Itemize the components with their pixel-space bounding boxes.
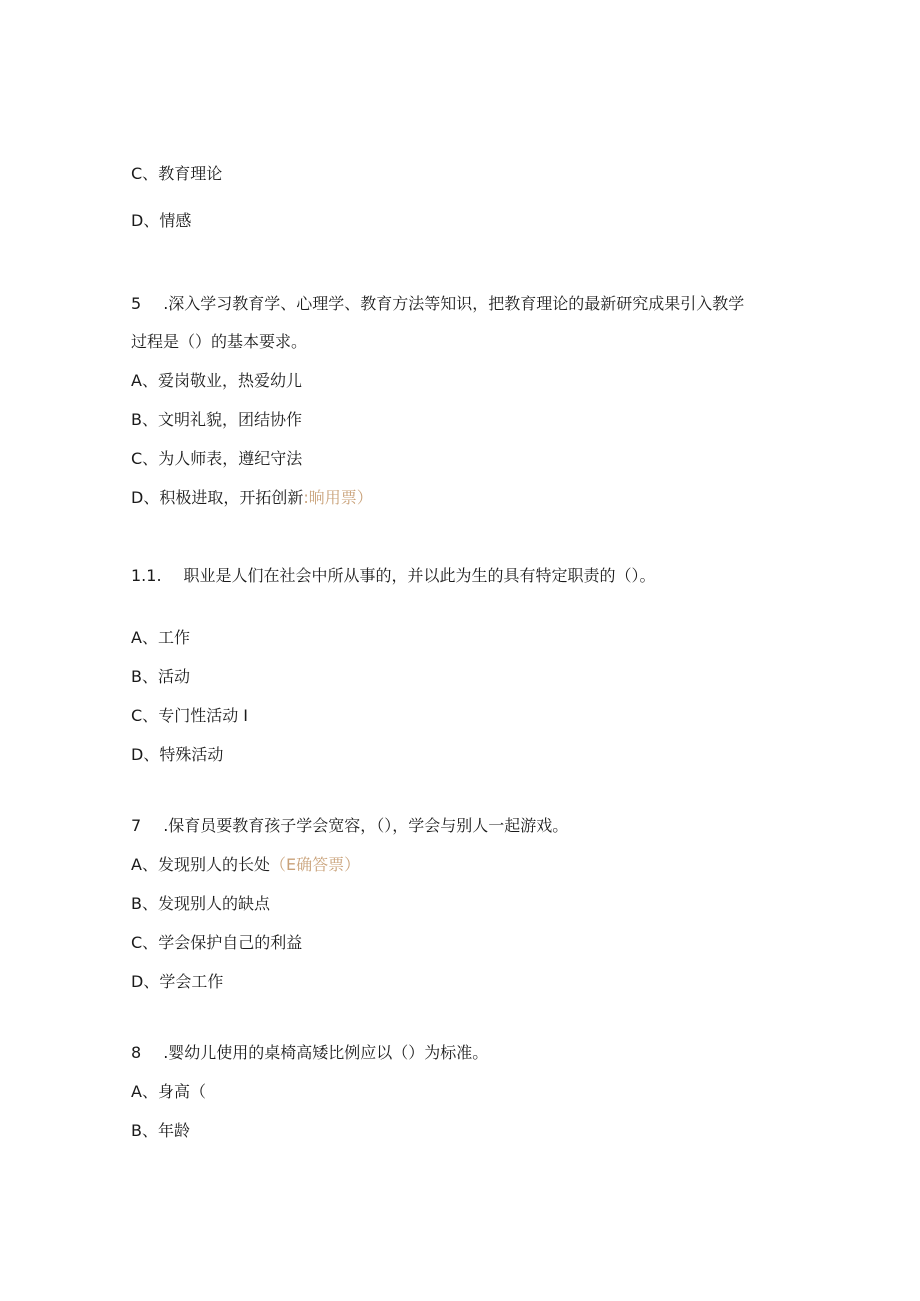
option-label: A、 <box>131 1082 158 1101</box>
option-label: C、 <box>131 164 159 183</box>
option-b <box>131 666 190 688</box>
option-label: B、 <box>131 894 158 913</box>
option-d <box>131 487 373 509</box>
option-label: D、 <box>131 488 160 507</box>
question-number: 7 <box>131 816 142 835</box>
option-d <box>131 971 223 993</box>
option-label: D、 <box>131 972 160 991</box>
option-label: D、 <box>131 211 160 230</box>
option-c <box>131 448 302 470</box>
option-text: 身高（ <box>157 1082 206 1101</box>
question-text: 婴幼儿使用的桌椅高矮比例应以（）为标准。 <box>168 1043 489 1062</box>
question-7 <box>131 815 568 837</box>
option-a <box>131 1081 206 1103</box>
option-text: 爱岗敬业，热爱幼儿 <box>157 371 302 390</box>
question-text: 过程是（）的基本要求。 <box>131 332 308 351</box>
option-label: D、 <box>131 745 160 764</box>
option-text: 学会保护自己的利益 <box>158 933 303 952</box>
option-text: 发现别人的长处 <box>157 855 270 874</box>
option-b <box>131 409 302 431</box>
option-text: 工作 <box>157 628 190 647</box>
option-text: 为人师表，遵纪守法 <box>158 449 303 468</box>
option-label: B、 <box>131 667 158 686</box>
answer-note: :晌用票） <box>303 488 373 507</box>
option-text: 年龄 <box>157 1121 190 1140</box>
option-label: A、 <box>131 855 158 874</box>
option-c <box>131 705 248 727</box>
option-text: 活动 <box>157 667 190 686</box>
option-label: B、 <box>131 1121 158 1140</box>
option-b <box>131 893 270 915</box>
option-c <box>131 932 302 954</box>
option-a <box>131 627 190 649</box>
question-dot: . <box>163 816 169 835</box>
question-5 <box>131 293 744 315</box>
question-8 <box>131 1042 488 1064</box>
option-text: 专门性活动 I <box>158 706 248 725</box>
option-text: 积极进取，开拓创新 <box>159 488 304 507</box>
option-label: A、 <box>131 371 158 390</box>
option-text: 特殊活动 <box>159 745 224 764</box>
question-text: 深入学习教育学、心理学、教育方法等知识，把教育理论的最新研究成果引入教学 <box>168 294 745 313</box>
option-text: 文明礼貌，团结协作 <box>157 410 302 429</box>
option-text: 教育理论 <box>158 164 223 183</box>
option-label: C、 <box>131 449 159 468</box>
option-b <box>131 1120 190 1142</box>
answer-note: （E确答票） <box>269 855 361 874</box>
option-a <box>131 854 360 876</box>
option-d <box>131 744 223 766</box>
question-number: 8 <box>131 1043 142 1062</box>
question-dot: . <box>163 1043 169 1062</box>
question-6 <box>131 565 656 587</box>
question-dot: . <box>163 294 169 313</box>
option-c <box>131 163 222 185</box>
question-number: 5 <box>131 294 142 313</box>
option-text: 学会工作 <box>159 972 224 991</box>
option-text: 情感 <box>159 211 192 230</box>
question-number: 1.1. <box>131 566 162 585</box>
question-text: 保育员要教育孩子学会宽容，（），学会与别人一起游戏。 <box>168 816 569 835</box>
option-d <box>131 210 191 232</box>
option-label: A、 <box>131 628 158 647</box>
option-a <box>131 370 302 392</box>
question-5-line2 <box>131 331 307 353</box>
option-label: C、 <box>131 706 159 725</box>
question-text: 职业是人们在社会中所从事的，并以此为生的具有特定职责的（）。 <box>183 566 656 585</box>
option-label: B、 <box>131 410 158 429</box>
option-label: C、 <box>131 933 159 952</box>
option-text: 发现别人的缺点 <box>157 894 270 913</box>
